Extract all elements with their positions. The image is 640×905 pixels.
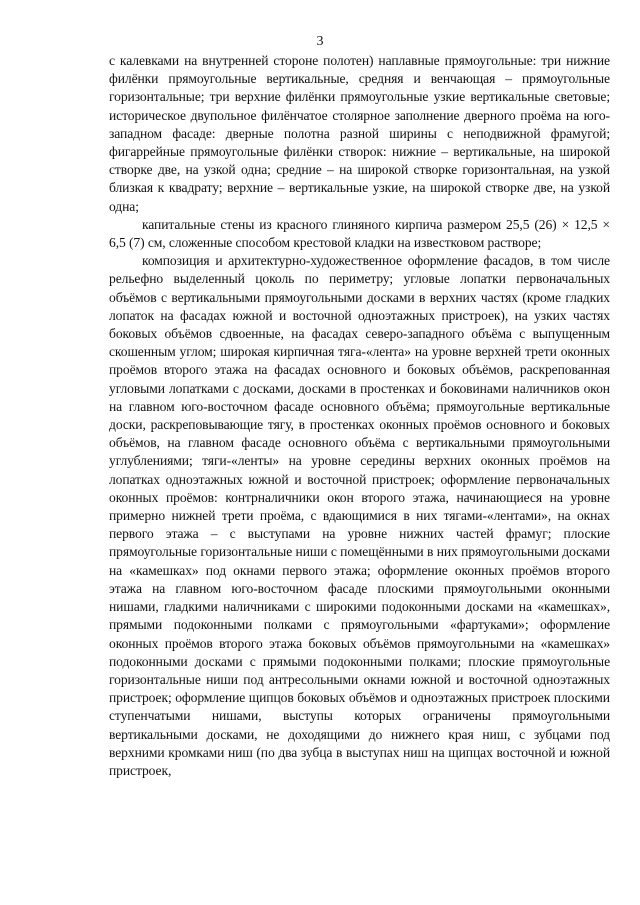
page-number: 3 <box>316 34 324 49</box>
paragraph-walls: капитальные стены из красного глиняного кирпича размером 25,5 (26) × 12,5 × 6,5 (7) см, сложенные способом крестовой кладки на известковом растворе; <box>109 216 610 251</box>
paragraph-doors: с калевками на внутренней стороне полотен) наплавные прямоугольные: три нижние филёнки прямоугольные вертикальные, средняя и венчающая – прямоугольные горизонтальные; три верхние филёнки прямоугольные узкие вертикальные световые; историческое двупольное филёнчатое столярное заполнение дверного проёма на юго-западном фасаде: дверные полотна разной ширины с неподвижной фрамугой; фигаррейные прямоугольные филёнки створок: нижние – вертикальные, на широкой створке две, на узкой одна; средние – на широкой створке горизонтальная, на узкой близкая к квадрату; верхние – вертикальные узкие, на широкой створке две, на узкой одна; <box>109 53 610 214</box>
paragraph-facades: композиция и архитектурно-художественное оформление фасадов, в том числе рельефно выделенный цоколь по периметру; угловые лопатки первоначальных объёмов с вертикальными прямоугольными досками в верхних частях (кроме гладких лопаток на фасадах южной и восточной одноэтажных пристроек), на узких частях боковых объёмов сдвоенные, на фасадах северо-западного объёма с выпущенным скошенным углом; широкая кирпичная тяга-«лента» на уровне верхней трети оконных проёмов второго этажа на фасадах основного и боковых объёмов, раскрепованная угловыми лопатками с досками, досками в простенках и боковинами наличников окон на главном юго-восточном фасаде основного объёма; прямоугольные вертикальные доски, раскреповывающие тягу, в простенках оконных проёмов основного и боковых объёмов, на главном фасаде основного объёма с вертикальными прямоугольными углублениями; тяги-«ленты» на уровне середины верхних оконных проёмов на лопатках одноэтажных южной и восточной пристроек; оформление первоначальных оконных проёмов: контрналичники окон второго этажа, начинающиеся на уровне примерно нижней трети проёма, с вдающимися в них тягами-«лентами», на окнах первого этажа – с выступами на уровне нижних частей фрамуг; плоские прямоугольные горизонтальные ниши с помещёнными в них прямоугольными досками на «камешках» под окнами первого этажа; оформление оконных проёмов второго этажа на главном юго-восточном фасаде плоскими прямоугольными оконными нишами, гладкими наличниками с широкими подоконными досками на «камешках», прямыми подоконными полками с прямоугольными «фартуками»; оформление оконных проёмов второго этажа боковых объёмов прямоугольными на «камешках» подоконными досками с прямыми подоконными полками; плоские прямоугольные горизонтальные ниши под антресольными окнами южной и восточной одноэтажных пристроек; оформление щипцов боковых объёмов и одноэтажных пристроек плоскими ступенчатыми нишами, выступы которых ограничены прямоугольными вертикальными досками, не доходящими до нижнего края ниш, с зубцами под верхними кромками ниш (по два зубца в выступах ниш на щипцах восточной и южной пристроек, <box>109 253 610 778</box>
document-body <box>109 52 610 780</box>
